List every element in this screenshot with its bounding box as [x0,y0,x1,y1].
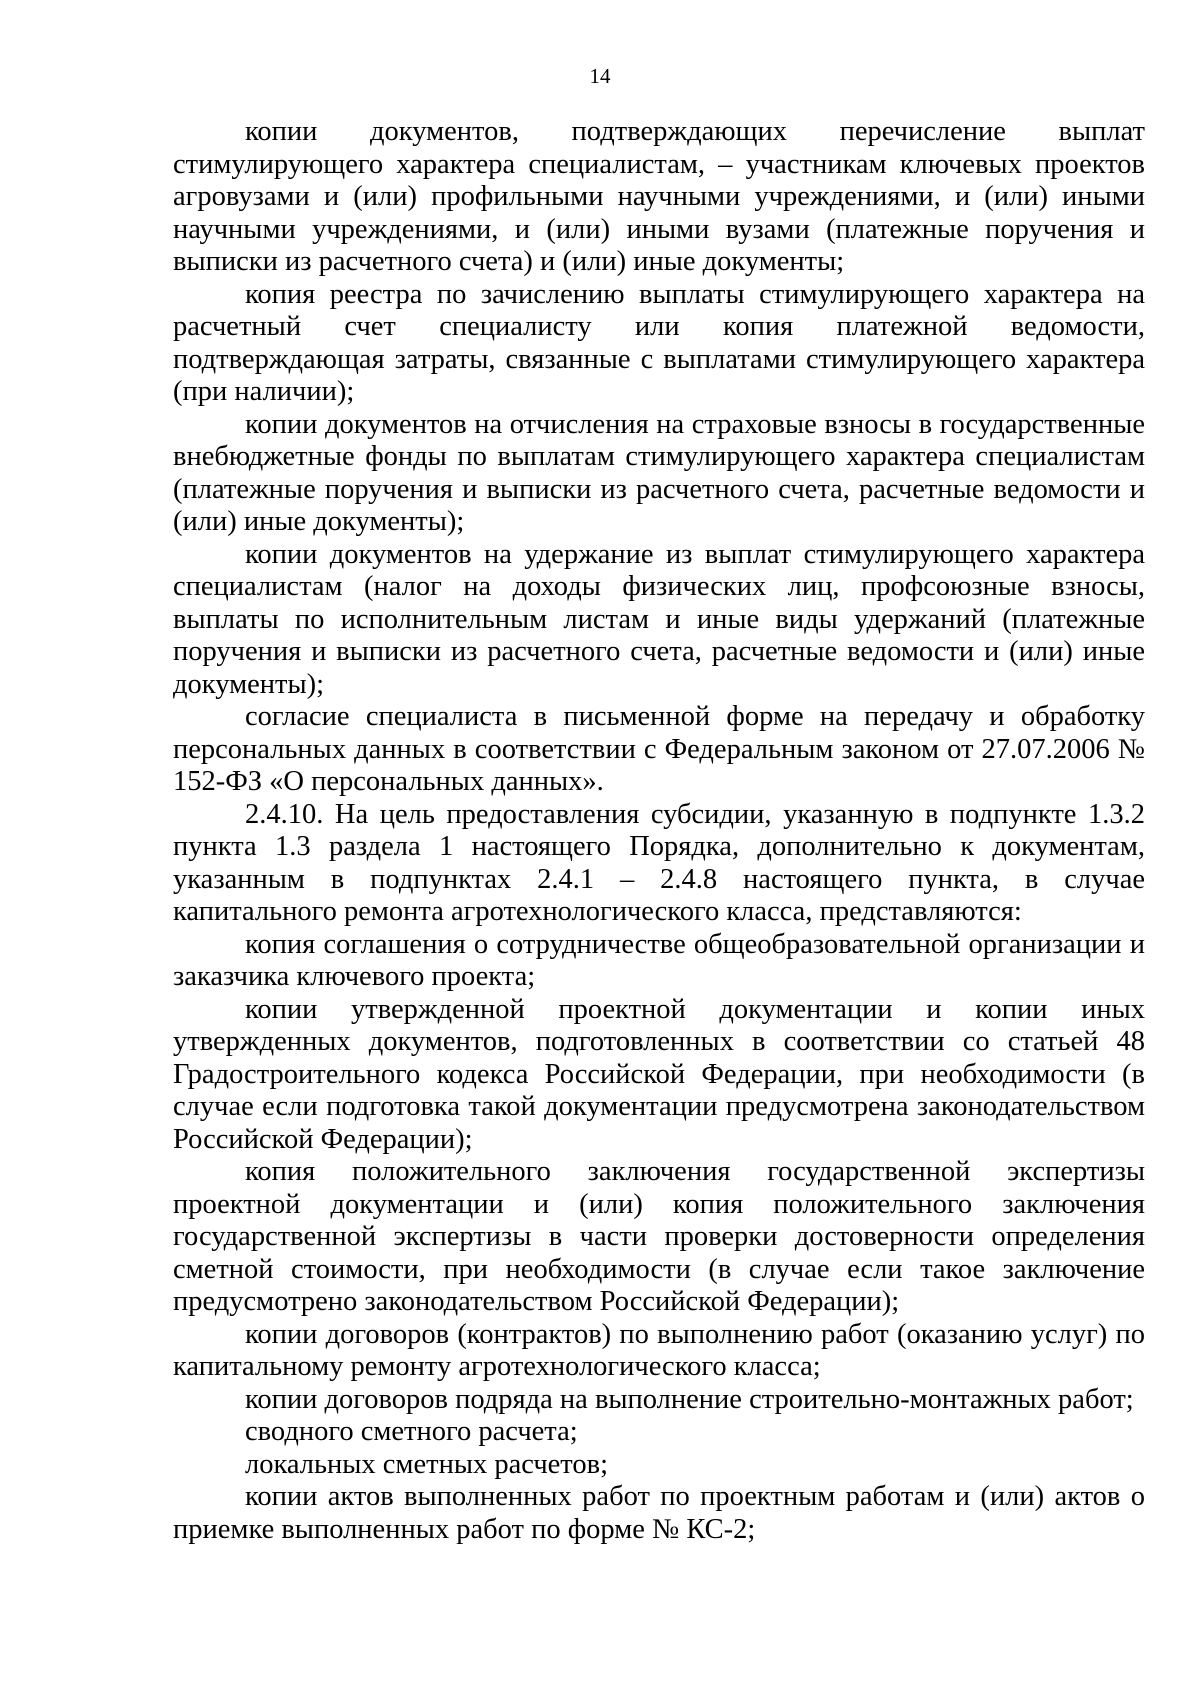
paragraph-acceptance-acts: копии актов выполненных работ по проектным работам и (или) актов о приемке выполненных работ по форме № КС-2; [173,1481,1145,1545]
paragraph-local-estimates: локальных сметных расчетов; [245,1448,609,1480]
paragraph-section-2-4-10: 2.4.10. На цель предоставления субсидии, указанную в подпункте 1.3.2 пункта 1.3 раздела 1 настоящего Порядка, дополнительно к документам, указанным в подпунктах 2.4.1 – 2.4.8 настоящего пункта, в случае капитального ремонта агротехнологического класса, представляются: [173,798,1145,927]
paragraph-construction-contracts: копии договоров подряда на выполнение строительно-монтажных работ; [245,1383,1134,1415]
paragraph-personal-data-consent: согласие специалиста в письменной форме на передачу и обработку персональных данных в соответствии с Федеральным законом от 27.07.2006 № 152-ФЗ «О персональных данных». [173,701,1145,797]
page-number: 14 [589,64,611,88]
paragraph-withholdings: копии документов на удержание из выплат стимулирующего характера специалистам (налог на доходы физических лиц, профсоюзные взносы, выплаты по исполнительным листам и иные виды удержаний (платежные поручения и выписки из расчетного счета, расчетные ведомости и (или) иные документы); [173,538,1145,700]
paragraph-repair-contracts: копии договоров (контрактов) по выполнению работ (оказанию услуг) по капитальному ремонту агротехнологического класса; [173,1318,1145,1382]
paragraph-cooperation-agreement: копия соглашения о сотрудничестве общеобразовательной организации и заказчика ключевого проекта; [173,928,1145,992]
paragraph-project-documentation: копии утвержденной проектной документации и копии иных утвержденных документов, подготовленных в соответствии со статьей 48 Градостроительного кодекса Российской Федерации, при необходимости (в случае если подготовка такой документации предусмотрена законодательством Российской Федерации); [173,993,1145,1155]
paragraph-state-expertise: копия положительного заключения государственной экспертизы проектной документации и (или) копия положительного заключения государственной экспертизы в части проверки достоверности определения сметной стоимости, при необходимости (в случае если такое заключение предусмотрено законодательством Российской Федерации); [173,1156,1145,1317]
paragraph-summary-estimate: сводного сметного расчета; [245,1416,578,1447]
document-body [173,116,1145,1546]
paragraph-payment-documents: копии документов, подтверждающих перечисление выплат стимулирующего характера специалистам, – участникам ключевых проектов агровузами и (или) профильными научными учреждениями, и (или) иными научными учреждениями, и (или) иными вузами (платежные поручения и выписки из расчетного счета) и (или) иные документы; [173,116,1145,277]
paragraph-payment-register: копия реестра по зачислению выплаты стимулирующего характера на расчетный счет специалисту или копия платежной ведомости, подтверждающая затраты, связанные с выплатами стимулирующего характера (при наличии); [173,278,1145,407]
paragraph-insurance-contributions: копии документов на отчисления на страховые взносы в государственные внебюджетные фонды по выплатам стимулирующего характера специалистам (платежные поручения и выписки из расчетного счета, расчетные ведомости и (или) иные документы); [173,408,1145,537]
